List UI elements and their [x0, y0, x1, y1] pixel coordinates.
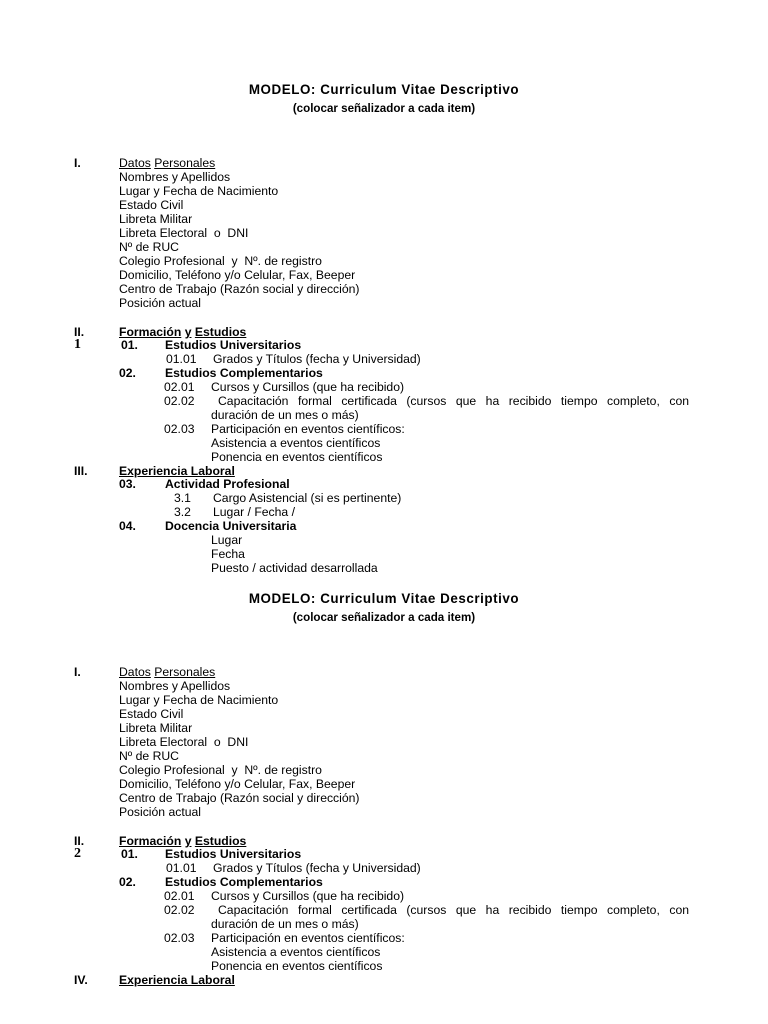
subsection-number: 01. [121, 847, 138, 861]
section-heading-word: Estudios [194, 834, 247, 848]
item-text: Grados y Títulos (fecha y Universidad) [213, 352, 421, 366]
item-number: 02.01 [164, 889, 195, 903]
list-item: Estado Civil [119, 707, 184, 721]
document-subtitle: (colocar señalizador a cada item) [292, 611, 476, 624]
item-text: Cargo Asistencial (si es pertinente) [213, 491, 402, 505]
section-heading-word: y [184, 834, 192, 848]
document-title: MODELO: Curriculum Vitae Descriptivo [248, 82, 520, 97]
subsection-label: Estudios Universitarios [165, 847, 302, 861]
list-item: Centro de Trabajo (Razón social y dirección) [119, 282, 360, 296]
item-number: 01.01 [166, 861, 197, 875]
item-number: 02.02 [164, 903, 195, 917]
list-item: Lugar y Fecha de Nacimiento [119, 693, 279, 707]
subsection-number: 01. [121, 338, 138, 352]
item-text-continued: duración de un mes o más) [211, 917, 359, 931]
section-number: IV. [74, 973, 88, 987]
list-item: Nombres y Apellidos [119, 170, 231, 184]
section-number: I. [74, 156, 81, 170]
list-item: Nombres y Apellidos [119, 679, 231, 693]
section-heading [119, 156, 215, 170]
list-item: Colegio Profesional y Nº. de registro [119, 763, 322, 777]
item-number: 01.01 [166, 352, 197, 366]
item-text: Grados y Títulos (fecha y Universidad) [213, 861, 421, 875]
item-subtext: Asistencia a eventos científicos [211, 436, 381, 450]
item-subtext: Ponencia en eventos científicos [211, 450, 383, 464]
list-item: Domicilio, Teléfono y/o Celular, Fax, Beeper [119, 268, 356, 282]
subsection-label: Estudios Complementarios [165, 875, 323, 889]
section-heading-word: Formación [119, 834, 182, 848]
subsection-number: 04. [119, 519, 136, 533]
list-item: Libreta Electoral o DNI [119, 226, 249, 240]
section-heading-word: Personales [154, 665, 216, 679]
item-text: Cursos y Cursillos (que ha recibido) [211, 889, 405, 903]
item-number: 3.1 [174, 491, 191, 505]
section-heading-word: Formación [119, 325, 182, 339]
subsection-number: 03. [119, 477, 136, 491]
item-number: 02.03 [164, 931, 195, 945]
section-heading-word: Datos [119, 665, 151, 679]
section-heading-word: Estudios [194, 325, 247, 339]
item-text: Capacitación formal certificada (cursos que ha recibido tiempo completo, con [218, 903, 689, 917]
list-item: Libreta Militar [119, 212, 193, 226]
item-number: 02.03 [164, 422, 195, 436]
section-number: III. [74, 464, 88, 478]
list-item: Libreta Electoral o DNI [119, 735, 249, 749]
section-number: II. [74, 834, 85, 848]
subsection-label: Estudios Universitarios [165, 338, 302, 352]
list-item: Nº de RUC [119, 240, 179, 254]
page-number: 2 [74, 846, 81, 861]
item-text-continued: duración de un mes o más) [211, 408, 359, 422]
section-heading [119, 665, 215, 679]
page-number: 1 [74, 337, 81, 352]
list-item: Centro de Trabajo (Razón social y dirección) [119, 791, 360, 805]
list-item: Estado Civil [119, 198, 184, 212]
subsection-label: Docencia Universitaria [165, 519, 297, 533]
item-subtext: Asistencia a eventos científicos [211, 945, 381, 959]
section-heading: Experiencia Laboral [119, 973, 235, 987]
section-heading [119, 325, 246, 339]
document-title: MODELO: Curriculum Vitae Descriptivo [248, 591, 520, 606]
item-text: Participación en eventos científicos: [211, 931, 405, 945]
subsection-label: Estudios Complementarios [165, 366, 323, 380]
list-item: Colegio Profesional y Nº. de registro [119, 254, 322, 268]
section-heading [119, 834, 246, 848]
list-item: Posición actual [119, 805, 201, 819]
item-text: Cursos y Cursillos (que ha recibido) [211, 380, 405, 394]
item-text: Capacitación formal certificada (cursos que ha recibido tiempo completo, con [218, 394, 689, 408]
subsection-number: 02. [119, 875, 136, 889]
item-number: 02.02 [164, 394, 195, 408]
section-number: I. [74, 665, 81, 679]
section-number: II. [74, 325, 85, 339]
list-item: Libreta Militar [119, 721, 193, 735]
item-text: Lugar / Fecha / [213, 505, 295, 519]
item-text: Lugar [211, 533, 243, 547]
item-text: Puesto / actividad desarrollada [211, 561, 378, 575]
section-heading-word: Personales [154, 156, 216, 170]
section-heading-word: y [184, 325, 192, 339]
item-number: 3.2 [174, 505, 191, 519]
item-subtext: Ponencia en eventos científicos [211, 959, 383, 973]
list-item: Lugar y Fecha de Nacimiento [119, 184, 279, 198]
section-heading-word: Datos [119, 156, 151, 170]
list-item: Domicilio, Teléfono y/o Celular, Fax, Beeper [119, 777, 356, 791]
section-heading: Experiencia Laboral [119, 464, 235, 478]
list-item: Posición actual [119, 296, 201, 310]
item-text: Participación en eventos científicos: [211, 422, 405, 436]
item-text: Fecha [211, 547, 245, 561]
item-number: 02.01 [164, 380, 195, 394]
subsection-number: 02. [119, 366, 136, 380]
list-item: Nº de RUC [119, 749, 179, 763]
subsection-label: Actividad Profesional [165, 477, 290, 491]
document-subtitle: (colocar señalizador a cada item) [292, 102, 476, 115]
